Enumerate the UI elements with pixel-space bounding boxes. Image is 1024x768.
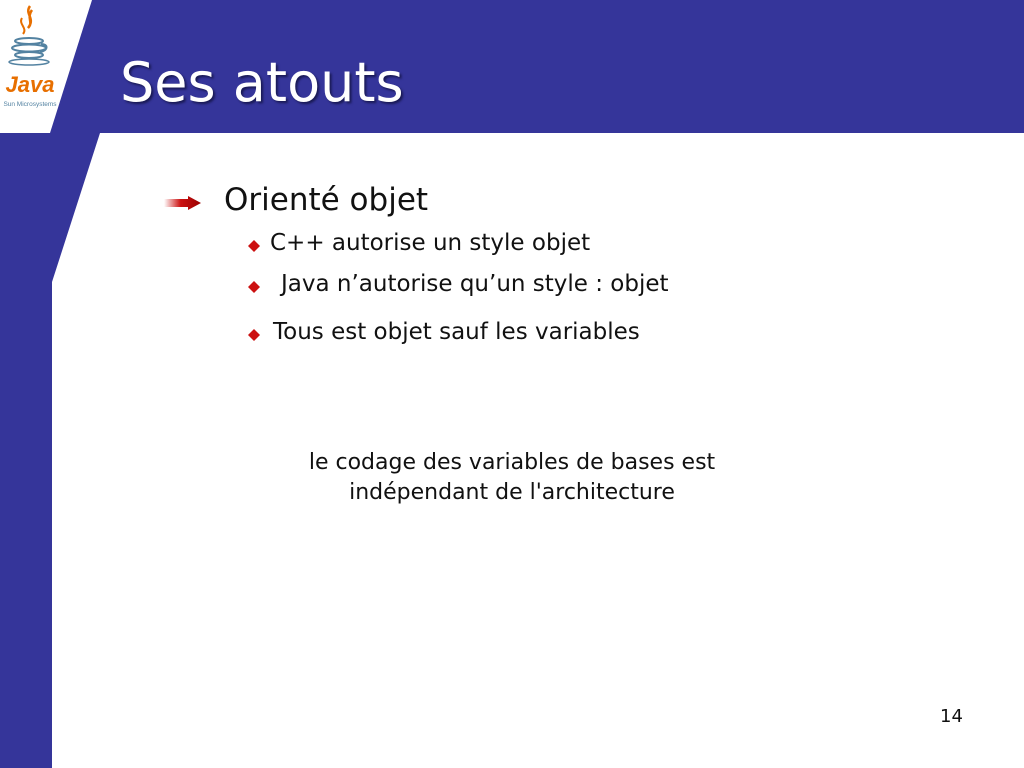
sub-bullet-text: Java n’autorise qu’un style : objet xyxy=(281,271,669,297)
note-text xyxy=(232,448,792,508)
cup-rim-icon xyxy=(15,38,43,44)
page-number: 14 xyxy=(940,706,963,727)
left-side-band xyxy=(0,133,100,768)
note-line: le codage des variables de bases est xyxy=(308,450,716,475)
red-diamond-bullet-icon xyxy=(248,240,260,252)
sub-bullet-text: Tous est objet sauf les variables xyxy=(273,319,640,345)
main-bullet-text: Orienté objet xyxy=(224,182,429,218)
java-logo xyxy=(0,0,60,114)
steam-icon xyxy=(28,6,32,28)
sub-bullet-text: C++ autorise un style objet xyxy=(270,230,591,256)
red-diamond-bullet-icon xyxy=(248,329,260,341)
slide-title: Ses atouts xyxy=(120,51,404,114)
red-arrow-icon xyxy=(164,196,202,210)
sun-microsystems-label: Sun Microsystems xyxy=(3,101,57,108)
note-line: indépendant de l'architecture xyxy=(349,480,675,506)
red-diamond-bullet-icon xyxy=(248,281,260,293)
java-wordmark: Java xyxy=(5,72,55,97)
